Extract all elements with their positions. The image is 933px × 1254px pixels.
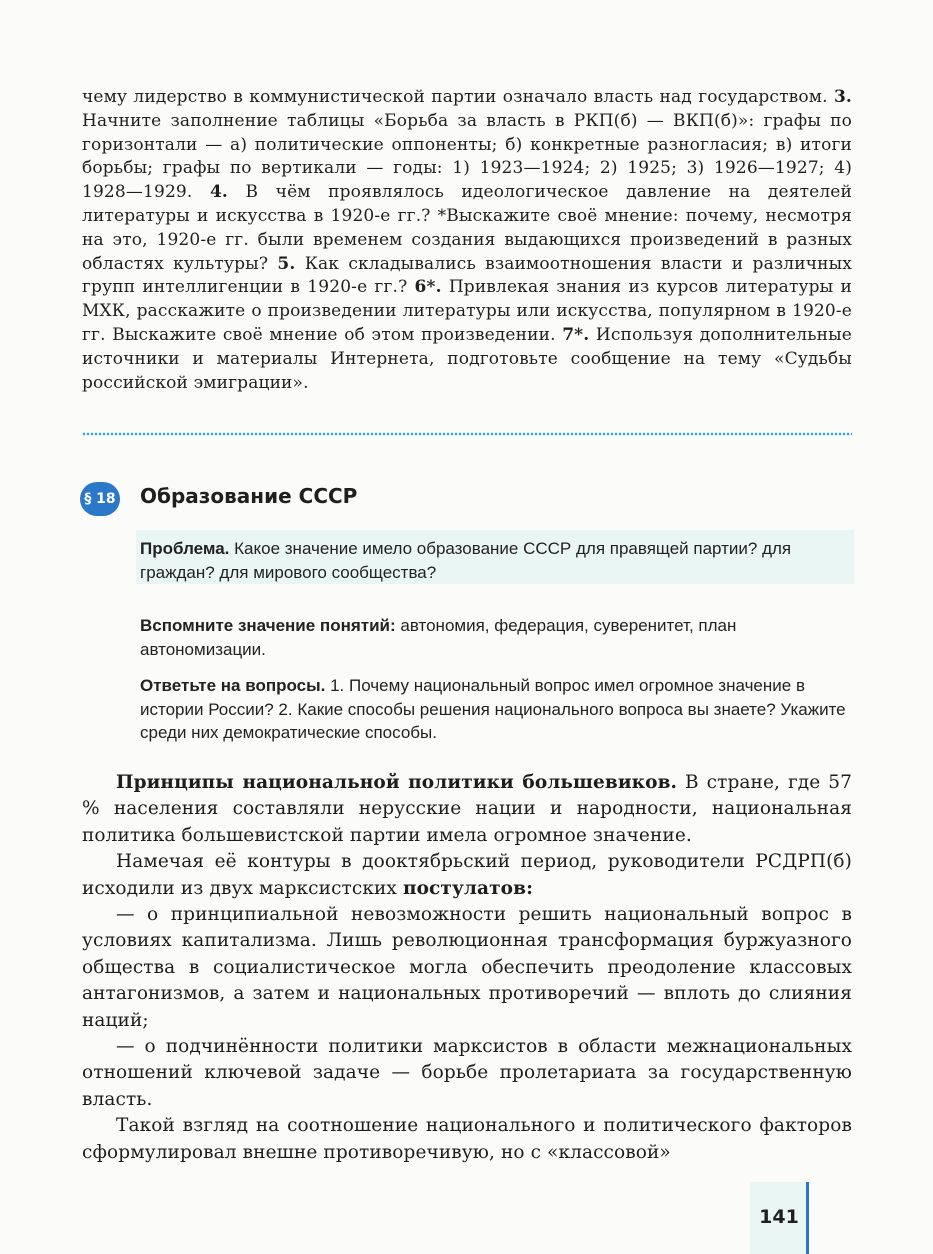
main-text: [82, 770, 852, 1166]
paragraph-1-text: В стране, где 57 % населения составляли нерусские нации и народности, национальная политика большевистской партии имела огромное значение.: [82, 772, 852, 846]
question-number-4: 4.: [209, 182, 229, 203]
exercise-text-4: Как складывались взаимоотношения власти и различных групп интеллигенции в 1920-е гг.?: [82, 253, 853, 298]
question-number-5: 5.: [277, 253, 296, 274]
problem-label: Проблема.: [140, 539, 230, 558]
page-number: 141: [759, 1206, 799, 1228]
exercise-text-5: Привлекая знания из курсов литературы и МХК, расскажите о произведении литературы или искусства, популярном в 1920-е гг. Выскажите своё мнение об этом произведении.: [82, 277, 853, 345]
paragraph-3: Такой взгляд на соотношение национального и политического факторов сформулировал внешне противоречивую, но с «классовой»: [82, 1115, 852, 1163]
question-number-6: 6*.: [414, 277, 442, 298]
concepts-text: автономия, федерация, суверенитет, план автономизации.: [140, 616, 737, 659]
paragraph-heading: Принципы национальной политики большевиков.: [116, 772, 678, 793]
paragraph-1: [82, 770, 852, 849]
question-number-7: 7*.: [562, 324, 590, 345]
exercise-text-1: чему лидерство в коммунистической партии означало власть над государством.: [82, 87, 828, 107]
concepts-label: Вспомните значение понятий:: [140, 616, 396, 635]
exercise-text-2: Начните заполнение таблицы «Борьба за власть в РКП(б) — ВКП(б)»: графы по горизонтали — а) политические оппоненты; б) конкретные разногласия; в) итоги борьбы; графы по вертикали — годы: 1) 1923—1924; 2) 1925; 3) 1926—1927; 4) 1928—1929.: [82, 110, 852, 203]
page-edge-bar: [806, 1182, 809, 1254]
paragraph-2: [82, 849, 852, 902]
concepts-block: [140, 614, 852, 661]
exercise-questions: [82, 86, 852, 395]
exercise-text-3: В чём проявлялось идеологическое давление на деятелей литературы и искусства в 1920-е гг.? *Выскажите своё мнение: почему, несмотря на это, 1920-е гг. были временем создания выдающихся произведений в разных областях культуры?: [82, 182, 852, 274]
problem-text: Какое значение имело образование СССР для правящей партии? для граждан? для мирового сообщества?: [140, 539, 792, 582]
paragraph-2-text: Намечая её контуры в дооктябрьский период, руководители РСДРП(б) исходили из двух марксистских: [82, 851, 852, 899]
question-number-3: 3.: [833, 87, 852, 107]
dash-item-1: — о принципиальной невозможности решить национальный вопрос в условиях капитализма. Лишь революционная трансформация буржуазного общества в социалистическое могла обеспечить преодоление классовых антагонизмов, а затем и национальных противоречий — вплоть до слияния наций;: [82, 904, 852, 1031]
questions-block: [140, 674, 852, 745]
section-badge: § 18: [80, 482, 120, 516]
dash-item-2: — о подчинённости политики марксистов в области межнациональных отношений ключевой задаче — борьбе пролетариата за государственную власть.: [82, 1036, 852, 1110]
postulates-term: постулатов:: [402, 877, 534, 899]
dotted-divider: [82, 432, 852, 436]
section-title: Образование СССР: [140, 484, 358, 508]
questions-label: Ответьте на вопросы.: [140, 676, 326, 695]
exercise-text-6: Используя дополнительные источники и материалы Интернета, подготовьте сообщение на тему «Судьбы российской эмиграции».: [82, 324, 852, 393]
problem-statement: [140, 537, 852, 584]
questions-text: 1. Почему национальный вопрос имел огромное значение в истории России? 2. Какие способы решения национального вопроса вы знаете? Укажите среди них демократические способы.: [140, 676, 846, 742]
